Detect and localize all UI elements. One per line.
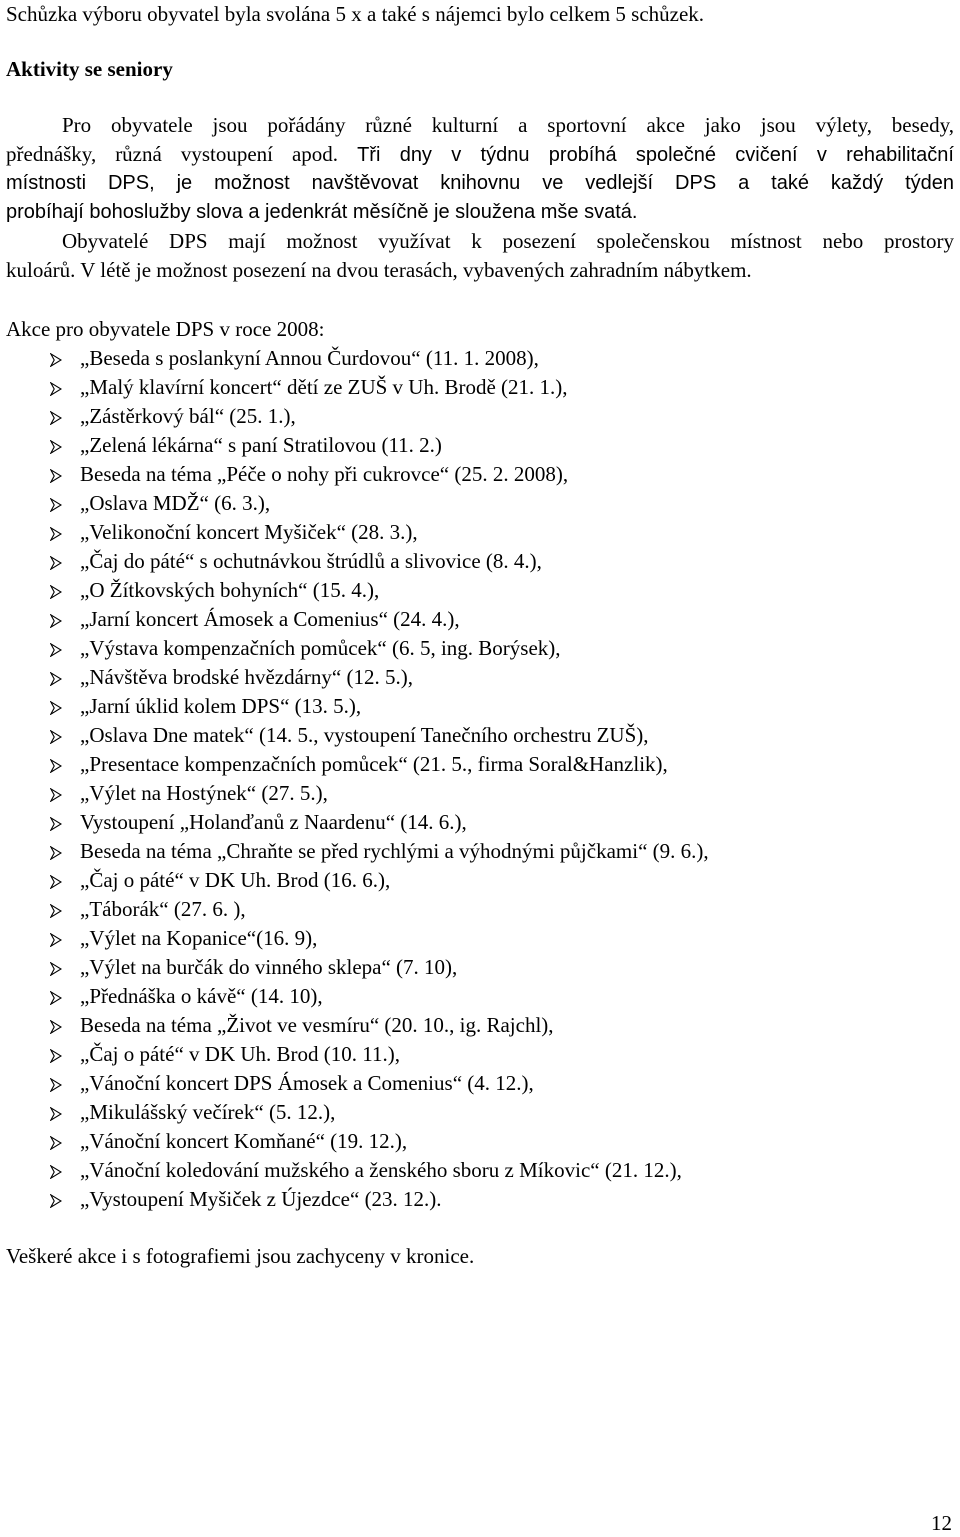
event-list-item (0, 344, 709, 373)
event-list-item (0, 692, 709, 721)
event-list-item (0, 373, 709, 402)
event-list-item (0, 982, 709, 1011)
arrowhead-bullet-icon (50, 1020, 62, 1034)
event-list-item (0, 605, 709, 634)
paragraph1-line2-serif: přednášky, různá vystoupení apod. (6, 142, 339, 166)
event-text: „Výstava kompenzačních pomůcek“ (6. 5, ing. Borýsek), (80, 636, 561, 660)
arrowhead-bullet-icon (50, 730, 62, 744)
event-text: „Mikulášský večírek“ (5. 12.), (80, 1100, 336, 1124)
event-list-item (0, 895, 709, 924)
event-list-item (0, 721, 709, 750)
arrowhead-bullet-icon (50, 672, 62, 686)
paragraph1-line1: Pro obyvatele jsou pořádány různé kulturní a sportovní akce jako jsou výlety, besedy, (62, 113, 954, 137)
event-list-item (0, 924, 709, 953)
arrowhead-bullet-icon (50, 411, 62, 425)
arrowhead-bullet-icon (50, 991, 62, 1005)
event-text: „Výlet na Kopanice“(16. 9), (80, 926, 318, 950)
event-list-item (0, 518, 709, 547)
paragraph1-line2 (6, 140, 954, 170)
paragraph2-line2: kuloárů. V létě je možnost posezení na dvou terasách, vybavených zahradním nábytkem. (6, 258, 752, 282)
arrowhead-bullet-icon (50, 788, 62, 802)
event-list-item (0, 1127, 709, 1156)
event-list-item (0, 634, 709, 663)
event-list-item (0, 779, 709, 808)
event-list-item (0, 402, 709, 431)
event-text: „Výlet na Hostýnek“ (27. 5.), (80, 781, 328, 805)
event-list-item (0, 866, 709, 895)
event-text: Beseda na téma „Život ve vesmíru“ (20. 10., ig. Rajchl), (80, 1013, 554, 1037)
arrowhead-bullet-icon (50, 962, 62, 976)
event-text: „Oslava Dne matek“ (14. 5., vystoupení Tanečního orchestru ZUŠ), (80, 723, 649, 747)
event-text: „Táborák“ (27. 6. ), (80, 897, 246, 921)
paragraph2-line1: Obyvatelé DPS mají možnost využívat k posezení společenskou místnost nebo prostory (62, 229, 954, 253)
arrowhead-bullet-icon (50, 469, 62, 483)
arrowhead-bullet-icon (50, 933, 62, 947)
event-list-item (0, 489, 709, 518)
event-list-item (0, 1069, 709, 1098)
event-text: „Velikonoční koncert Myšiček“ (28. 3.), (80, 520, 418, 544)
arrowhead-bullet-icon (50, 875, 62, 889)
arrowhead-bullet-icon (50, 846, 62, 860)
arrowhead-bullet-icon (50, 527, 62, 541)
arrowhead-bullet-icon (50, 1194, 62, 1208)
event-text: „Oslava MDŽ“ (6. 3.), (80, 491, 271, 515)
intro-line: Schůzka výboru obyvatel byla svolána 5 x a také s nájemci bylo celkem 5 schůzek. (6, 2, 705, 26)
event-list-item (0, 460, 709, 489)
arrowhead-bullet-icon (50, 614, 62, 628)
arrowhead-bullet-icon (50, 643, 62, 657)
event-list-item (0, 576, 709, 605)
page-number: 12 (931, 1511, 952, 1535)
arrowhead-bullet-icon (50, 817, 62, 831)
event-text: „Zelená lékárna“ s paní Stratilovou (11. 2.) (80, 433, 442, 457)
event-text: „Zástěrkový bál“ (25. 1.), (80, 404, 296, 428)
event-list-item (0, 547, 709, 576)
event-list-item (0, 1040, 709, 1069)
event-text: „Jarní koncert Ámosek a Comenius“ (24. 4.), (80, 607, 460, 631)
arrowhead-bullet-icon (50, 1165, 62, 1179)
event-text: „Návštěva brodské hvězdárny“ (12. 5.), (80, 665, 413, 689)
event-text: Vystoupení „Holanďanů z Naardenu“ (14. 6.), (80, 810, 467, 834)
closing-line: Veškeré akce i s fotografiemi jsou zachyceny v kronice. (6, 1244, 475, 1268)
event-text: „Jarní úklid kolem DPS“ (13. 5.), (80, 694, 362, 718)
arrowhead-bullet-icon (50, 382, 62, 396)
event-text: Beseda na téma „Péče o nohy při cukrovce“ (25. 2. 2008), (80, 462, 569, 486)
event-text: „Čaj do páté“ s ochutnávkou štrúdlů a slivovice (8. 4.), (80, 549, 542, 573)
arrowhead-bullet-icon (50, 1078, 62, 1092)
events-list (0, 344, 709, 1214)
arrowhead-bullet-icon (50, 498, 62, 512)
event-text: „Výlet na burčák do vinného sklepa“ (7. 10), (80, 955, 458, 979)
event-text: „Vystoupení Myšiček z Újezdce“ (23. 12.). (80, 1187, 442, 1211)
event-list-item (0, 431, 709, 460)
event-text: „O Žítkovských bohyních“ (15. 4.), (80, 578, 380, 602)
arrowhead-bullet-icon (50, 353, 62, 367)
arrowhead-bullet-icon (50, 585, 62, 599)
paragraph1-line2-sans: Tři dny v týdnu probíhá společné cvičení v rehabilitační (357, 144, 954, 166)
arrowhead-bullet-icon (50, 759, 62, 773)
event-list-item (0, 663, 709, 692)
event-list-item (0, 1011, 709, 1040)
event-list-item (0, 808, 709, 837)
event-text: Beseda na téma „Chraňte se před rychlými a výhodnými půjčkami“ (9. 6.), (80, 839, 709, 863)
arrowhead-bullet-icon (50, 1107, 62, 1121)
event-text: „Čaj o páté“ v DK Uh. Brod (16. 6.), (80, 868, 391, 892)
event-list-item (0, 953, 709, 982)
event-text: „Presentace kompenzačních pomůcek“ (21. 5., firma Soral&Hanzlik), (80, 752, 668, 776)
arrowhead-bullet-icon (50, 1049, 62, 1063)
event-list-item (0, 1156, 709, 1185)
arrowhead-bullet-icon (50, 440, 62, 454)
event-text: „Malý klavírní koncert“ dětí ze ZUŠ v Uh. Brodě (21. 1.), (80, 375, 568, 399)
arrowhead-bullet-icon (50, 556, 62, 570)
event-text: „Přednáška o kávě“ (14. 10), (80, 984, 323, 1008)
events-intro: Akce pro obyvatele DPS v roce 2008: (6, 317, 325, 341)
paragraph1-line3: místnosti DPS, je možnost navštěvovat knihovnu ve vedlejší DPS a také každý týden (6, 172, 954, 194)
section-heading: Aktivity se seniory (6, 57, 173, 81)
event-list-item (0, 837, 709, 866)
event-text: „Vánoční koncert Komňané“ (19. 12.), (80, 1129, 408, 1153)
event-text: „Beseda s poslankyní Annou Čurdovou“ (11. 1. 2008), (80, 346, 539, 370)
arrowhead-bullet-icon (50, 701, 62, 715)
arrowhead-bullet-icon (50, 1136, 62, 1150)
event-text: „Čaj o páté“ v DK Uh. Brod (10. 11.), (80, 1042, 400, 1066)
event-text: „Vánoční koncert DPS Ámosek a Comenius“ (4. 12.), (80, 1071, 534, 1095)
event-list-item (0, 750, 709, 779)
event-list-item (0, 1098, 709, 1127)
event-text: „Vánoční koledování mužského a ženského sboru z Míkovic“ (21. 12.), (80, 1158, 682, 1182)
arrowhead-bullet-icon (50, 904, 62, 918)
paragraph1-line4: probíhají bohoslužby slova a jedenkrát měsíčně je sloužena mše svatá. (6, 201, 638, 223)
event-list-item (0, 1185, 709, 1214)
